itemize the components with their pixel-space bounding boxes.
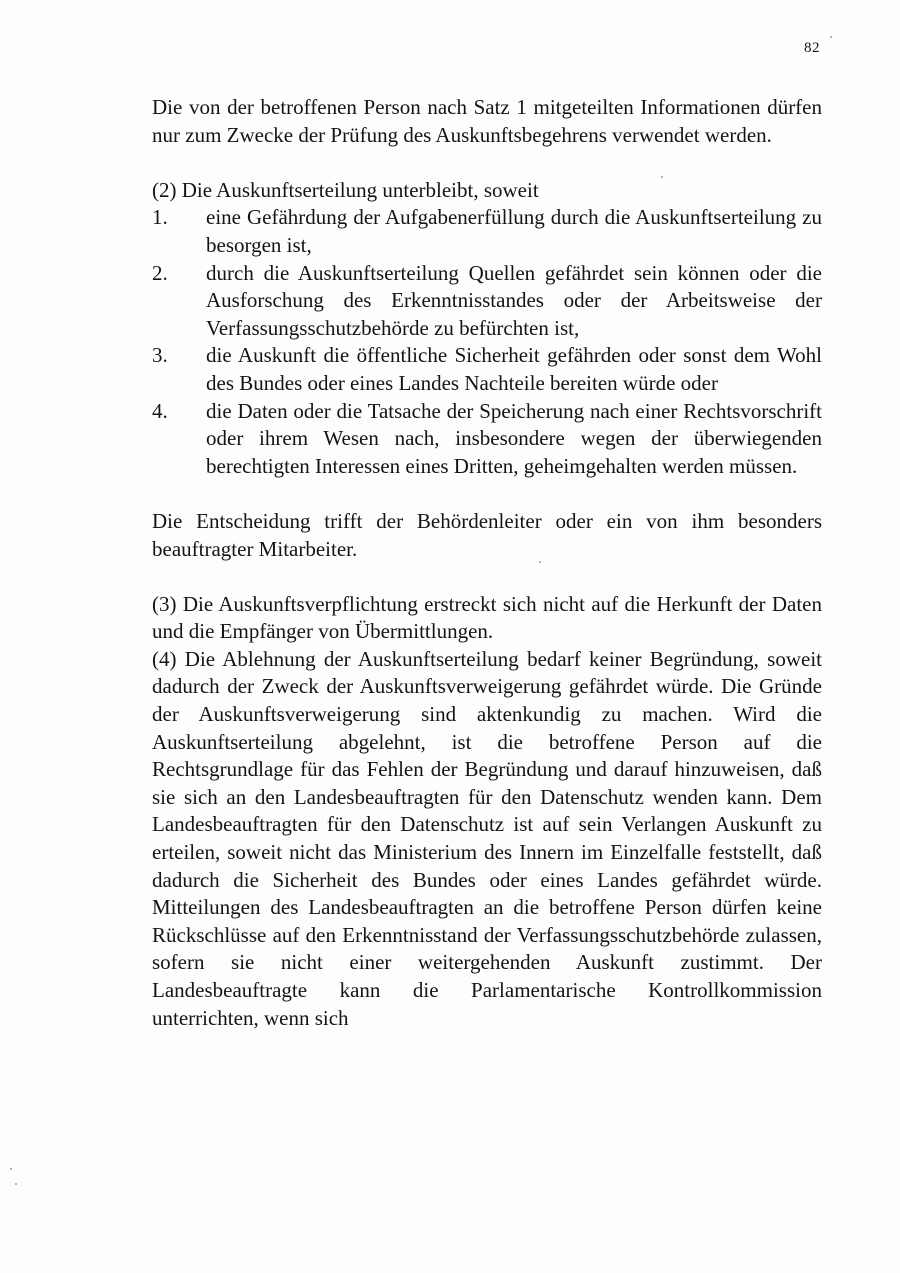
scan-speck	[661, 176, 663, 178]
paragraph-gap	[152, 480, 822, 508]
scan-speck	[830, 36, 832, 38]
paragraph-gap	[152, 563, 822, 591]
scan-speck	[539, 561, 541, 563]
page-number: 82	[804, 40, 820, 56]
list-item-number: 4.	[152, 398, 168, 423]
list-item	[152, 204, 822, 259]
list-item-text: die Auskunft die öffentliche Sicherheit gefährden oder sonst dem Wohl des Bundes oder eines Landes Nachteile bereiten würde oder	[206, 343, 822, 395]
list-item-text: die Daten oder die Tatsache der Speicherung nach einer Rechtsvorschrift oder ihrem Wesen nach, insbesondere wegen der überwiegenden berechtigten Interessen eines Dritten, geheimgehalten werden müssen.	[206, 398, 822, 478]
list-item	[152, 342, 822, 397]
list-item	[152, 398, 822, 481]
list-item	[152, 260, 822, 343]
list-item-text: eine Gefährdung der Aufgabenerfüllung durch die Auskunftserteilung zu besorgen ist,	[206, 205, 822, 257]
section-2-intro: (2) Die Auskunftserteilung unterbleibt, soweit	[152, 177, 539, 202]
scan-speck	[10, 1168, 12, 1170]
page-body	[152, 94, 822, 1032]
list-item-number: 1.	[152, 205, 168, 230]
list-item-number: 2.	[152, 260, 168, 285]
paragraph-decision: Die Entscheidung trifft der Behördenleiter oder ein von ihm besonders beauftragter Mitarbeiter.	[152, 508, 822, 561]
section-3: (3) Die Auskunftsverpflichtung erstreckt sich nicht auf die Herkunft der Daten und die Empfänger von Übermittlungen.	[152, 591, 822, 644]
section-2-list	[152, 204, 822, 480]
list-item-text: durch die Auskunftserteilung Quellen gefährdet sein können oder die Ausforschung des Erkenntnisstandes oder der Arbeitsweise der Verfassungsschutzbehörde zu befürchten ist,	[206, 260, 822, 340]
paragraph-intro: Die von der betroffenen Person nach Satz 1 mitgeteilten Informationen dürfen nur zum Zwecke der Prüfung des Auskunftsbegehrens verwendet werden.	[152, 95, 822, 147]
paragraph-gap	[152, 149, 822, 177]
list-item-number: 3.	[152, 343, 168, 368]
section-4: (4) Die Ablehnung der Auskunftserteilung bedarf keiner Begründung, soweit dadurch der Zweck der Auskunftsverweigerung gefährdet würde. Die Gründe der Auskunftsverweigerung sind aktenkundig zu machen. Wird die Auskunftserteilung abgelehnt, ist die betroffene Person auf die Rechtsgrundlage für das Fehlen der Begründung und darauf hinzuweisen, daß sie sich an den Landesbeauftragten für den Datenschutz wenden kann. Dem Landesbeauftragten für den Datenschutz ist auf sein Verlangen Auskunft zu erteilen, soweit nicht das Ministerium des Innern im Einzelfalle feststellt, daß dadurch die Sicherheit des Bundes oder eines Landes gefährdet würde. Mitteilungen des Landesbeauftragten an die betroffene Person dürfen keine Rückschlüsse auf den Erkenntnisstand der Verfassungsschutzbehörde zulassen, sofern sie nicht einer weitergehenden Auskunft zustimmt. Der Landesbeauftragte kann die Parlamentarische Kontrollkommission unterrichten, wenn sich	[152, 646, 822, 1030]
scan-speck	[15, 1183, 17, 1185]
